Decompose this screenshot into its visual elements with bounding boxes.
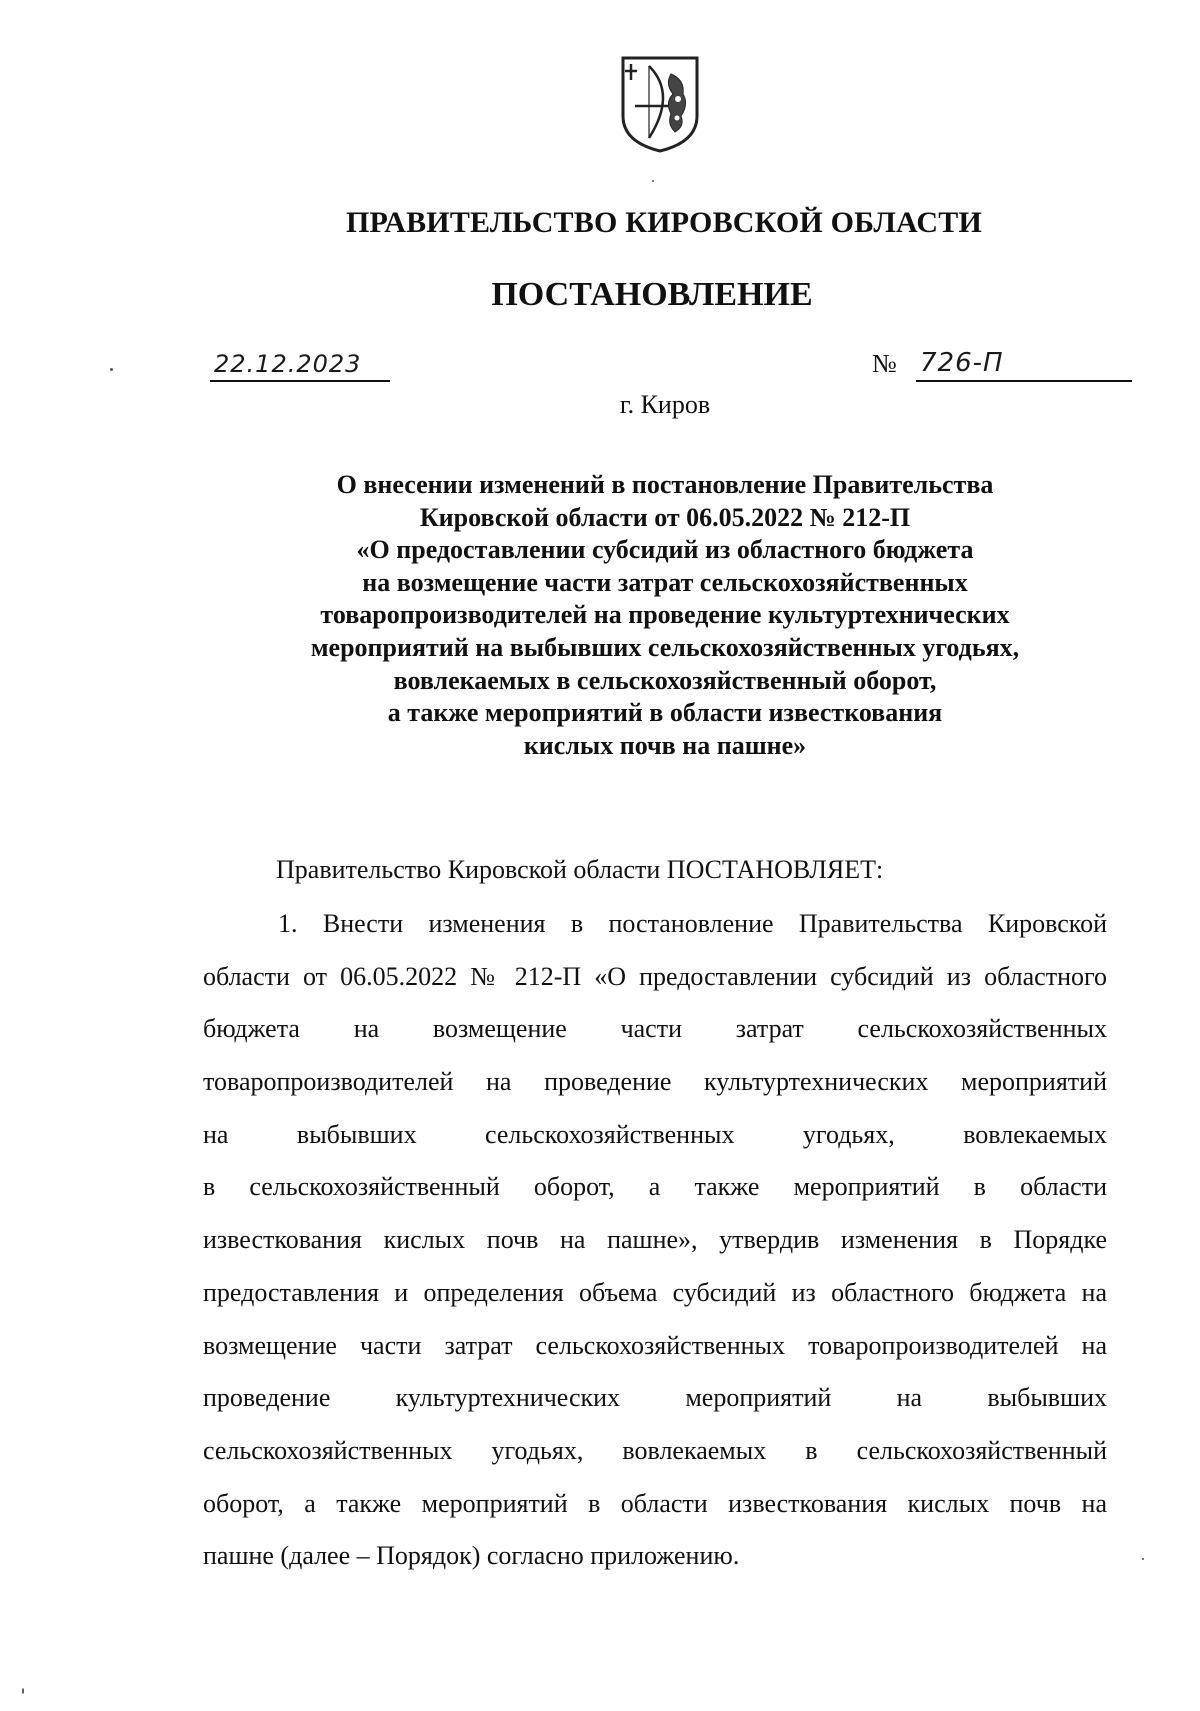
subject-line: кислых почв на пашне» — [523, 730, 807, 760]
document-number: 726-П — [920, 348, 1004, 378]
paragraph-line: проведение культуртехнических мероприятий на выбывших — [203, 1383, 1107, 1413]
paragraph-line: пашне (далее – Порядок) согласно приложению. — [203, 1541, 740, 1571]
paragraph-line: оборот, а также мероприятий в области известкования кислых почв на — [203, 1488, 1107, 1518]
scan-speck — [652, 180, 654, 182]
paragraph-line: в сельскохозяйственный оборот, а также мероприятий в области — [203, 1172, 1107, 1202]
subject-line: мероприятий на выбывших сельскохозяйственных угодьях, — [310, 632, 1020, 662]
subject-line: Кировской области от 06.05.2022 № 212-П — [419, 502, 911, 532]
paragraph-line: 1. Внести изменения в постановление Правительства Кировской — [278, 909, 1107, 938]
paragraph-line: бюджета на возмещение части затрат сельскохозяйственных — [203, 1014, 1107, 1044]
date-field — [210, 346, 390, 382]
paragraph-1 — [203, 898, 1107, 1583]
subject-line: О внесении изменений в постановление Правительства — [336, 470, 994, 499]
paragraph-line: области от 06.05.2022 № 212-П «О предоставлении субсидий из областного — [203, 961, 1107, 991]
paragraph-line: товаропроизводителей на проведение культуртехнических мероприятий — [203, 1067, 1107, 1097]
subject-line: товаропроизводителей на проведение культуртехнических — [320, 600, 1010, 630]
document-type-title: ПОСТАНОВЛЕНИЕ — [491, 276, 813, 313]
number-label: № — [872, 349, 897, 378]
subject-line: а также мероприятий в области известкования — [387, 698, 943, 728]
resolution-intro: Правительство Кировской области ПОСТАНОВЛЯЕТ: — [276, 855, 884, 884]
city: г. Киров — [619, 390, 711, 419]
scan-speck — [110, 368, 113, 371]
paragraph-line: возмещение части затрат сельскохозяйственных товаропроизводителей на — [203, 1330, 1107, 1360]
subject-line: «О предоставлении субсидий из областного бюджета — [356, 535, 974, 565]
paragraph-line: известкования кислых почв на пашне», утвердив изменения в Порядке — [203, 1225, 1107, 1255]
paragraph-line: на выбывших сельскохозяйственных угодьях, вовлекаемых — [203, 1119, 1107, 1149]
subject-line: вовлекаемых в сельскохозяйственный оборот, — [393, 665, 937, 695]
government-name: ПРАВИТЕЛЬСТВО КИРОВСКОЙ ОБЛАСТИ — [346, 206, 982, 239]
document-subject — [200, 469, 1130, 762]
paragraph-line: сельскохозяйственных угодьях, вовлекаемых в сельскохозяйственный — [203, 1435, 1107, 1465]
document-date: 22.12.2023 — [214, 350, 362, 378]
paragraph-line: предоставления и определения объема субсидий из областного бюджета на — [203, 1277, 1107, 1307]
scan-speck — [22, 1688, 24, 1694]
coat-of-arms-icon — [619, 54, 701, 154]
subject-line: на возмещение части затрат сельскохозяйственных — [362, 567, 968, 597]
scan-speck — [1142, 1558, 1144, 1560]
number-field — [916, 346, 1132, 382]
